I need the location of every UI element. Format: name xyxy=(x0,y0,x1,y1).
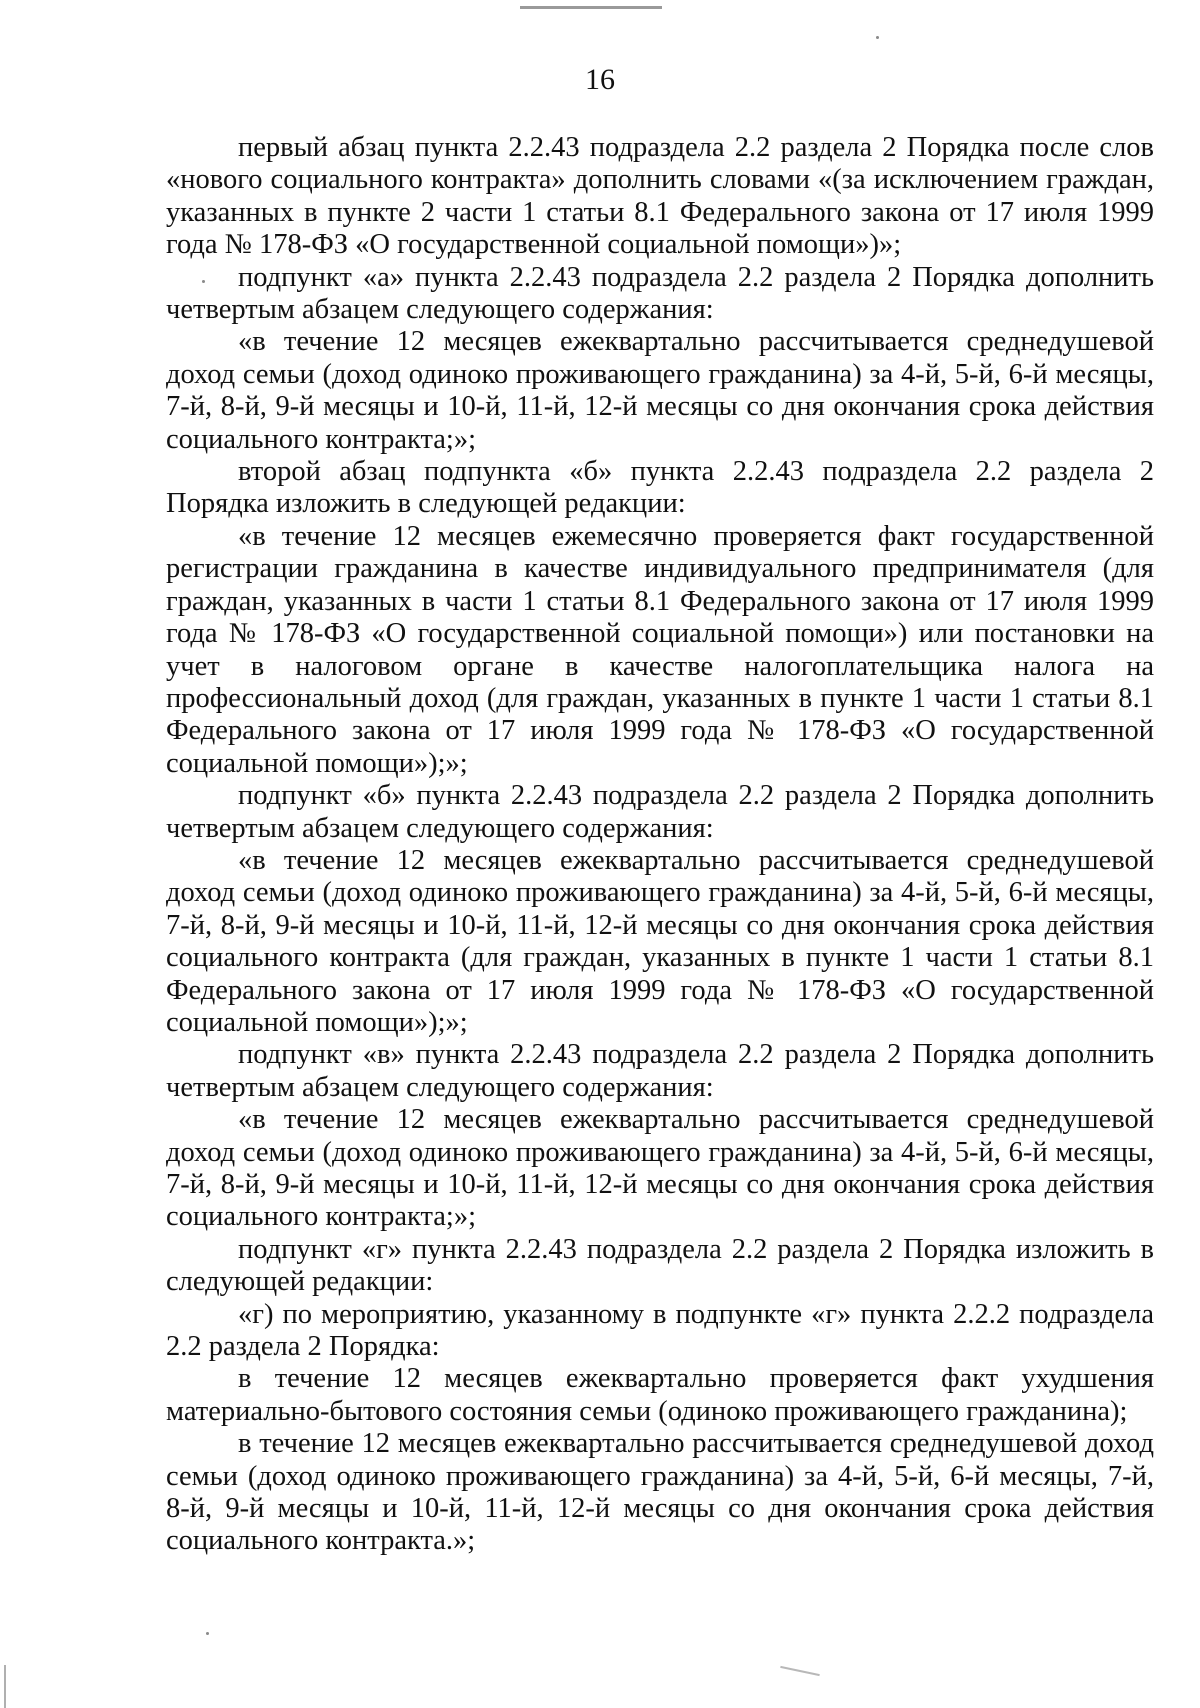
paragraph-4: второй абзац подпункта «б» пункта 2.2.43 подраздела 2.2 раздела 2 Порядка изложить в следующей редакции: xyxy=(166,456,1154,520)
page-number: 16 xyxy=(585,63,615,96)
paragraph-3: «в течение 12 месяцев ежеквартально рассчитывается среднедушевой доход семьи (доход одиноко проживающего гражданина) за 4-й, 5-й, 6-й месяцы, 7-й, 8-й, 9-й месяцы и 10-й, 11-й, 12-й месяцы со дня окончания срока действия социального контракта;»; xyxy=(166,326,1154,455)
paragraph-5: «в течение 12 месяцев ежемесячно проверяется факт государственной регистрации гражданина в качестве индивидуального предпринимателя (для граждан, указанных в части 1 статьи 8.1 Федерального закона от 17 июля 1999 года № 178-ФЗ «О государственной социальной помощи») или постановки на учет в налоговом органе в качестве налогоплательщика налога на профессиональный доход (для граждан, указанных в пункте 1 части 1 статьи 8.1 Федерального закона от 17 июля 1999 года № 178-ФЗ «О государственной социальной помощи»);»; xyxy=(166,520,1154,779)
paragraph-10: подпункт «г» пункта 2.2.43 подраздела 2.2 раздела 2 Порядка изложить в следующей редакции: xyxy=(166,1233,1154,1298)
paragraph-12: в течение 12 месяцев ежеквартально проверяется факт ухудшения материально-бытового состояния семьи (одиноко проживающего гражданина); xyxy=(166,1363,1154,1427)
paragraph-8: подпункт «в» пункта 2.2.43 подраздела 2.2 раздела 2 Порядка дополнить четвертым абзацем следующего содержания: xyxy=(166,1039,1154,1103)
scan-speck xyxy=(206,1632,209,1635)
paragraph-1: первый абзац пункта 2.2.43 подраздела 2.2 раздела 2 Порядка после слов «нового социального контракта» дополнить словами «(за исключением граждан, указанных в пункте 2 части 1 статьи 8.1 Федерального закона от 17 июля 1999 года № 178-ФЗ «О государственной социальной помощи»)»; xyxy=(166,132,1154,261)
top-scan-rule xyxy=(520,6,662,9)
document-body xyxy=(166,132,1154,1558)
scan-scuff xyxy=(780,1666,820,1676)
scan-speck xyxy=(876,36,879,39)
scan-speck xyxy=(202,280,205,283)
margin-mark xyxy=(4,1665,6,1708)
paragraph-2: подпункт «а» пункта 2.2.43 подраздела 2.2 раздела 2 Порядка дополнить четвертым абзацем следующего содержания: xyxy=(166,261,1154,326)
paragraph-13: в течение 12 месяцев ежеквартально рассчитывается среднедушевой доход семьи (доход одиноко проживающего гражданина) за 4-й, 5-й, 6-й месяцы, 7-й, 8-й, 9-й месяцы и 10-й, 11-й, 12-й месяцы со дня окончания срока действия социального контракта.»; xyxy=(166,1428,1154,1557)
paragraph-7: «в течение 12 месяцев ежеквартально рассчитывается среднедушевой доход семьи (доход одиноко проживающего гражданина) за 4-й, 5-й, 6-й месяцы, 7-й, 8-й, 9-й месяцы и 10-й, 11-й, 12-й месяцы со дня окончания срока действия социального контракта (для граждан, указанных в пункте 1 части 1 статьи 8.1 Федерального закона от 17 июля 1999 года № 178-ФЗ «О государственной социальной помощи»);»; xyxy=(166,844,1154,1038)
paragraph-11: «г) по мероприятию, указанному в подпункте «г» пункта 2.2.2 подраздела 2.2 раздела 2 Порядка: xyxy=(166,1298,1154,1363)
paragraph-6: подпункт «б» пункта 2.2.43 подраздела 2.2 раздела 2 Порядка дополнить четвертым абзацем следующего содержания: xyxy=(166,780,1154,844)
paragraph-9: «в течение 12 месяцев ежеквартально рассчитывается среднедушевой доход семьи (доход одиноко проживающего гражданина) за 4-й, 5-й, 6-й месяцы, 7-й, 8-й, 9-й месяцы и 10-й, 11-й, 12-й месяцы со дня окончания срока действия социального контракта;»; xyxy=(166,1104,1154,1233)
